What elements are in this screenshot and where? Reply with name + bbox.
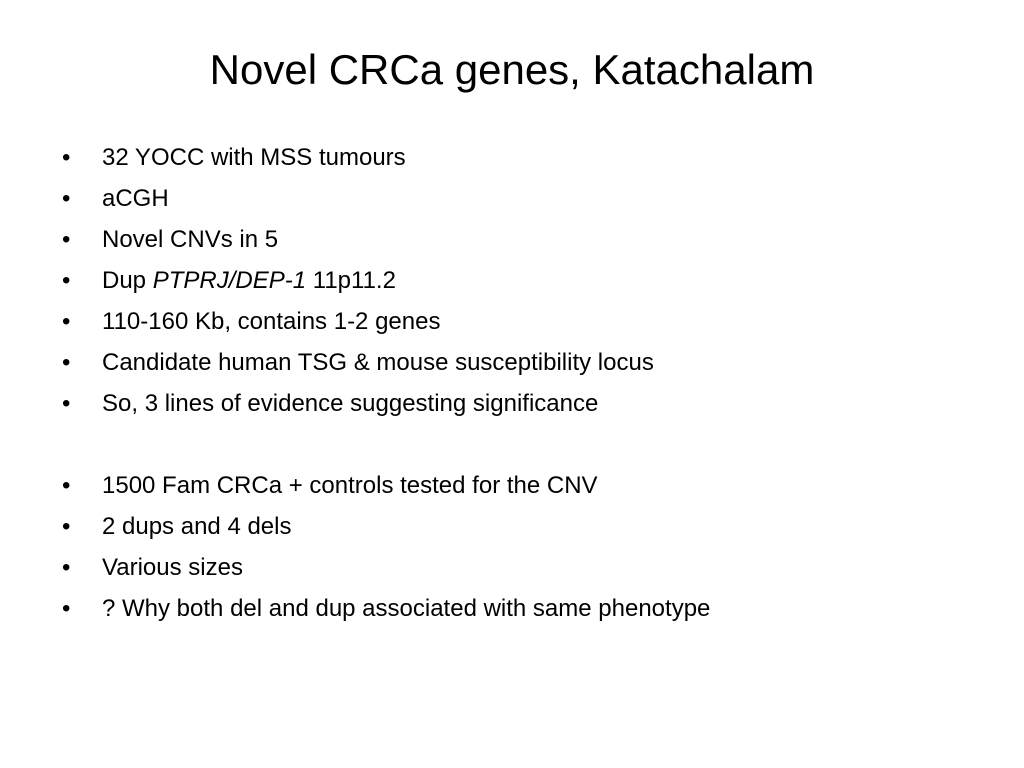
slide-title: Novel CRCa genes, Katachalam [209,46,815,93]
bullet-text: 2 dups and 4 dels [102,513,292,540]
list-item [0,383,1024,424]
bullet-icon: • [62,554,71,581]
list-item [0,547,1024,588]
list-item [0,178,1024,219]
list-item [0,588,1024,629]
bullet-text: Candidate human TSG & mouse susceptibility locus [102,349,654,376]
bullet-text: ? Why both del and dup associated with same phenotype [102,595,711,622]
bullet-text: 32 YOCC with MSS tumours [102,144,406,171]
bullet-icon: • [62,390,71,417]
bullet-list [0,137,1024,629]
bullet-icon: • [62,308,71,335]
bullet-icon: • [62,349,71,376]
gene-name: PTPRJ/DEP-1 [152,267,307,294]
list-item [0,260,1024,301]
list-item [0,219,1024,260]
list-item [0,342,1024,383]
bullet-text-suffix: 11p11.2 [306,267,396,294]
bullet-icon: • [62,185,71,212]
list-item [0,506,1024,547]
bullet-icon: • [62,267,71,294]
bullet-icon: • [62,472,71,499]
bullet-text: Various sizes [102,554,243,581]
bullet-text-mixed [102,260,396,301]
bullet-text: So, 3 lines of evidence suggesting significance [102,390,599,417]
bullet-icon: • [62,144,71,171]
list-item [0,137,1024,178]
bullet-icon: • [62,595,71,622]
bullet-icon: • [62,226,71,253]
bullet-text: Novel CNVs in 5 [102,226,279,253]
list-item [0,465,1024,506]
spacer [0,424,1024,465]
list-item [0,301,1024,342]
bullet-text: 110-160 Kb, contains 1-2 genes [102,308,441,335]
bullet-icon: • [62,513,71,540]
bullet-text: 1500 Fam CRCa + controls tested for the CNV [102,472,598,499]
bullet-text-prefix: Dup [102,267,153,294]
bullet-text: aCGH [102,185,169,212]
